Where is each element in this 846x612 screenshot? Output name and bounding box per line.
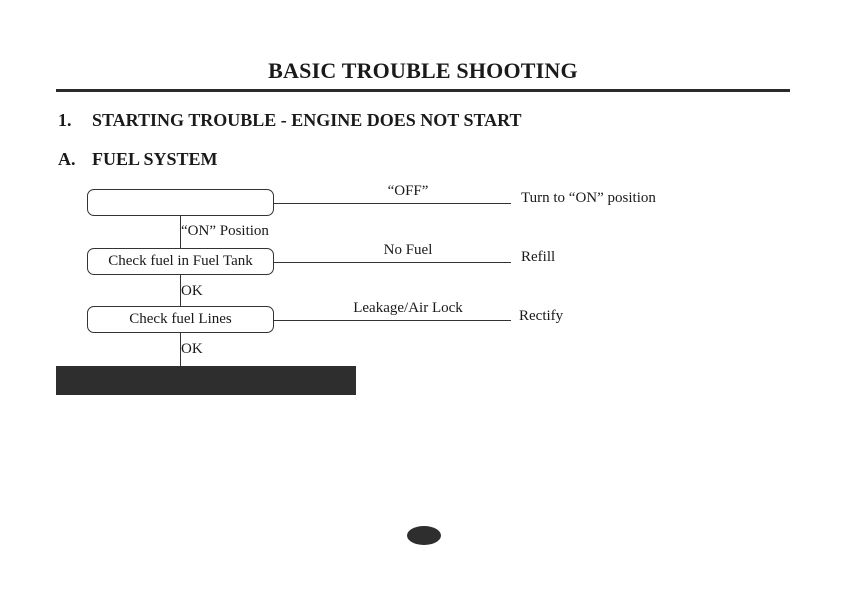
branch-line (274, 262, 511, 263)
flow-label: OK (181, 283, 203, 299)
action-label: Turn to “ON” position (521, 190, 656, 206)
condition-label: “OFF” (387, 183, 429, 199)
branch-line (274, 203, 511, 204)
section-number: 1. (58, 110, 72, 130)
condition-label: No Fuel (383, 242, 433, 258)
flow-label: “ON” Position (181, 223, 269, 239)
page-title: BASIC TROUBLE SHOOTING (268, 58, 578, 83)
redacted-bar (56, 366, 356, 395)
action-label: Rectify (519, 308, 564, 324)
page-number-oval (407, 526, 441, 545)
condition-label: Leakage/Air Lock (353, 300, 463, 316)
check-box-fuel-cock (87, 189, 274, 216)
check-box-fuel-lines: Check fuel Lines (87, 306, 274, 333)
flow-label: OK (181, 341, 203, 357)
subsection-heading (58, 149, 218, 170)
subsection-title: FUEL SYSTEM (92, 149, 218, 169)
title-divider (56, 89, 790, 92)
subsection-letter: A. (58, 149, 76, 169)
branch-line (274, 320, 511, 321)
action-label: Refill (521, 249, 556, 265)
section-heading (58, 110, 522, 131)
check-box-fuel-tank: Check fuel in Fuel Tank (87, 248, 274, 275)
section-title: STARTING TROUBLE - ENGINE DOES NOT START (92, 110, 522, 130)
